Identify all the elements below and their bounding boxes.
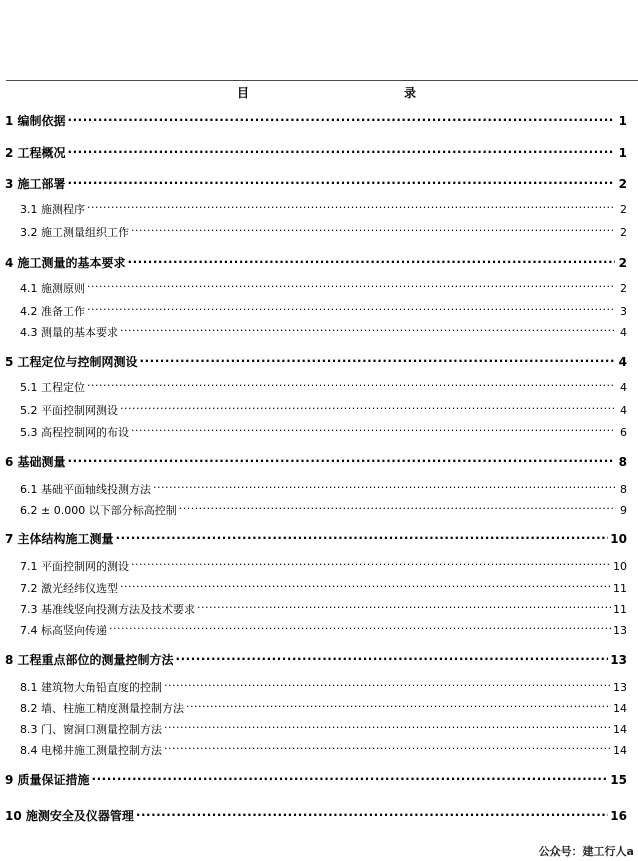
toc-entry-page-number: 8 (620, 483, 627, 496)
toc-entry-label: 8.3 门、窗洞口测量控制方法 (20, 723, 162, 736)
toc-entry-label: 3.1 施测程序 (20, 203, 85, 216)
toc-entry-page-number: 4 (620, 404, 627, 417)
toc-entry-label: 4.3 测量的基本要求 (20, 326, 118, 339)
toc-entry[interactable] (5, 529, 627, 545)
toc-entry[interactable] (5, 770, 627, 786)
toc-entry-label: 5.2 平面控制网测设 (20, 404, 118, 417)
toc-entry-page-number: 10 (613, 560, 627, 573)
toc-entry[interactable] (20, 222, 627, 238)
toc-entry-page-number: 1 (618, 146, 627, 160)
toc-entry[interactable] (5, 143, 627, 159)
toc-title-char-1: 目 (237, 86, 250, 100)
toc-entry[interactable] (20, 620, 627, 636)
toc-entry-label: 6.2 ± 0.000 以下部分标高控制 (20, 504, 177, 517)
toc-entry-page-number: 2 (620, 226, 627, 239)
toc-dot-leader (87, 377, 615, 391)
toc-entry-label: 5.1 工程定位 (20, 381, 85, 394)
toc-entry-label: 8.1 建筑物大角铅直度的控制 (20, 681, 162, 694)
toc-entry-page-number: 13 (610, 653, 627, 667)
toc-dot-leader (120, 322, 615, 336)
toc-entry-page-number: 4 (618, 355, 627, 369)
toc-entry-label: 8.2 墙、柱施工精度测量控制方法 (20, 702, 184, 715)
toc-entry-label: 7.1 平面控制网的测设 (20, 560, 129, 573)
toc-entry[interactable] (20, 740, 627, 756)
toc-entry-label: 2 工程概况 (5, 146, 66, 160)
toc-dot-leader (116, 529, 609, 543)
toc-dot-leader (87, 278, 615, 292)
toc-entry-label: 3 施工部署 (5, 177, 66, 191)
toc-entry-label: 5 工程定位与控制网测设 (5, 355, 138, 369)
toc-entry-page-number: 3 (620, 305, 627, 318)
toc-entry-label: 9 质量保证措施 (5, 773, 90, 787)
toc-entry[interactable] (20, 199, 627, 215)
toc-dot-leader (131, 222, 615, 236)
toc-entry-label: 6.1 基础平面轴线投测方法 (20, 483, 151, 496)
toc-entry[interactable] (5, 253, 627, 269)
toc-entry-page-number: 11 (613, 603, 627, 616)
toc-dot-leader (87, 301, 615, 315)
toc-entry[interactable] (20, 599, 627, 615)
toc-dot-leader (109, 620, 611, 634)
toc-entry-label: 5.3 高程控制网的布设 (20, 426, 129, 439)
toc-entry[interactable] (5, 452, 627, 468)
toc-entry[interactable] (5, 650, 627, 666)
toc-title (0, 84, 638, 102)
toc-entry[interactable] (20, 400, 627, 416)
toc-entry-page-number: 2 (620, 203, 627, 216)
toc-entry-page-number: 2 (618, 177, 627, 191)
toc-entry-label: 6 基础测量 (5, 455, 66, 469)
toc-dot-leader (179, 500, 615, 514)
toc-dot-leader (164, 740, 611, 754)
toc-entry[interactable] (20, 578, 627, 594)
toc-dot-leader (164, 677, 611, 691)
toc-entry-page-number: 14 (613, 702, 627, 715)
toc-entry-label: 8 工程重点部位的测量控制方法 (5, 653, 174, 667)
toc-entry-page-number: 14 (613, 723, 627, 736)
toc-entry-label: 10 施测安全及仪器管理 (5, 809, 134, 823)
toc-entry-page-number: 16 (610, 809, 627, 823)
toc-dot-leader (68, 452, 615, 466)
toc-dot-leader (176, 650, 609, 664)
toc-entry[interactable] (20, 377, 627, 393)
toc-entry[interactable] (20, 677, 627, 693)
toc-dot-leader (68, 174, 615, 188)
toc-dot-leader (68, 111, 615, 125)
toc-dot-leader (197, 599, 611, 613)
toc-entry[interactable] (20, 422, 627, 438)
toc-entry-label: 7 主体结构施工测量 (5, 532, 114, 546)
toc-entry-label: 1 编制依据 (5, 114, 66, 128)
toc-entry-page-number: 2 (620, 282, 627, 295)
toc-entry[interactable] (20, 479, 627, 495)
toc-entry-page-number: 10 (610, 532, 627, 546)
toc-dot-leader (128, 253, 615, 267)
toc-entry[interactable] (20, 322, 627, 338)
toc-entry-page-number: 9 (620, 504, 627, 517)
toc-entry-page-number: 15 (610, 773, 627, 787)
toc-entry[interactable] (5, 352, 627, 368)
toc-entry-page-number: 11 (613, 582, 627, 595)
toc-entry[interactable] (20, 698, 627, 714)
toc-entry-label: 8.4 电梯井施工测量控制方法 (20, 744, 162, 757)
toc-entry-label: 7.3 基准线竖向投测方法及技术要求 (20, 603, 195, 616)
toc-dot-leader (131, 422, 615, 436)
toc-entry-page-number: 8 (618, 455, 627, 469)
toc-entry-page-number: 6 (620, 426, 627, 439)
toc-entry[interactable] (20, 719, 627, 735)
toc-entry-label: 4.2 准备工作 (20, 305, 85, 318)
toc-dot-leader (131, 556, 611, 570)
toc-entry[interactable] (5, 174, 627, 190)
toc-entry[interactable] (20, 278, 627, 294)
toc-entry-page-number: 1 (618, 114, 627, 128)
toc-entry-label: 7.2 激光经纬仪选型 (20, 582, 118, 595)
toc-entry-page-number: 13 (613, 624, 627, 637)
toc-entry-label: 3.2 施工测量组织工作 (20, 226, 129, 239)
toc-dot-leader (136, 806, 608, 820)
toc-entry-page-number: 4 (620, 326, 627, 339)
toc-dot-leader (87, 199, 615, 213)
toc-dot-leader (186, 698, 611, 712)
toc-dot-leader (92, 770, 609, 784)
toc-entry-page-number: 14 (613, 744, 627, 757)
toc-dot-leader (120, 578, 611, 592)
toc-dot-leader (140, 352, 615, 366)
toc-entry[interactable] (20, 301, 627, 317)
toc-dot-leader (153, 479, 615, 493)
toc-entry-page-number: 13 (613, 681, 627, 694)
toc-dot-leader (120, 400, 615, 414)
toc-entry-page-number: 2 (618, 256, 627, 270)
toc-entry-label: 7.4 标高竖向传递 (20, 624, 107, 637)
toc-entry[interactable] (20, 500, 627, 516)
toc-entry-label: 4 施工测量的基本要求 (5, 256, 126, 270)
toc-entry[interactable] (5, 111, 627, 127)
toc-entry-page-number: 4 (620, 381, 627, 394)
toc-entry-label: 4.1 施测原则 (20, 282, 85, 295)
toc-entry[interactable] (20, 556, 627, 572)
footer-watermark: 公众号：建工行人a (538, 845, 634, 858)
top-rule (6, 80, 638, 81)
toc-dot-leader (164, 719, 611, 733)
toc-dot-leader (68, 143, 615, 157)
toc-entry[interactable] (5, 806, 627, 822)
toc-title-char-2: 录 (404, 86, 417, 100)
